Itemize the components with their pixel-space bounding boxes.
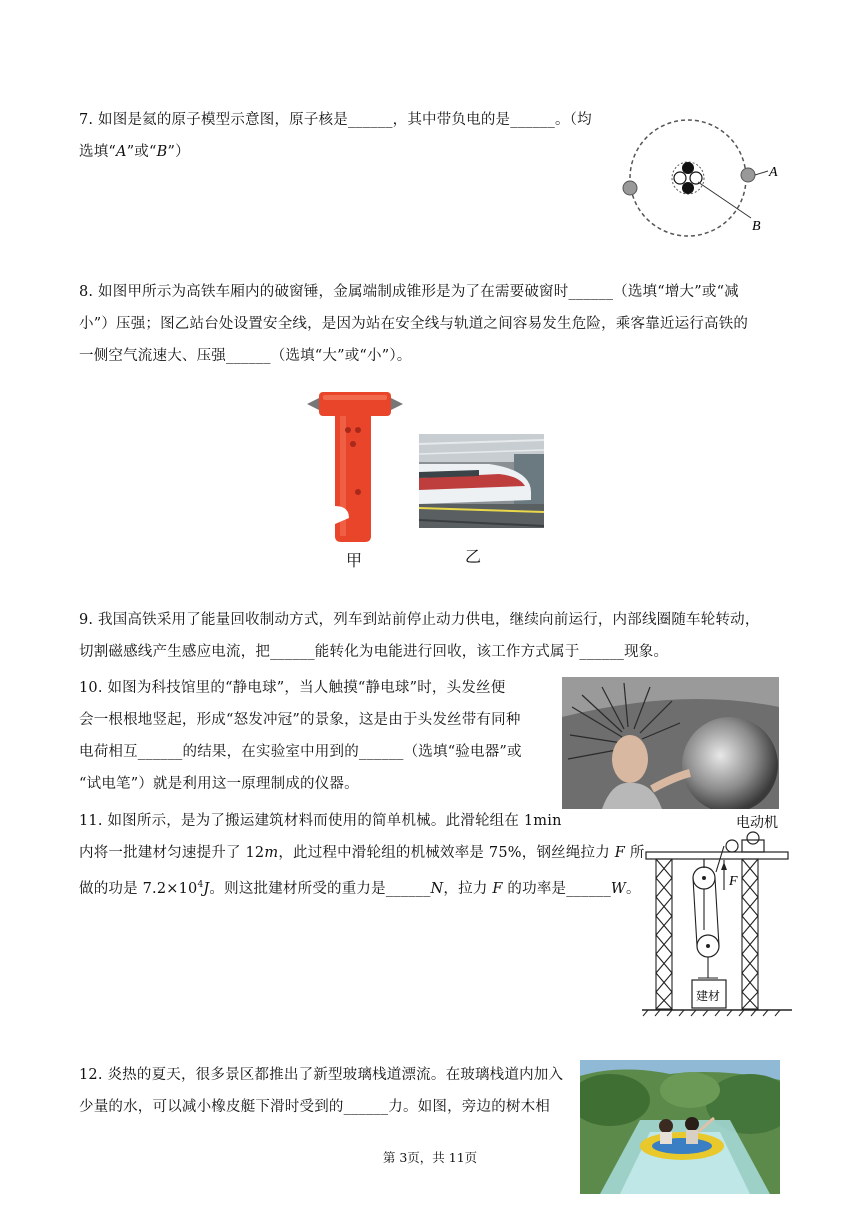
motor-drum xyxy=(726,840,738,852)
left-tower xyxy=(656,859,672,1009)
person-1-head xyxy=(659,1119,673,1133)
q9-line-1: 9. 我国高铁采用了能量回收制动方式，列车到站前停止动力供电，继续向前运行，内部线圈随车轮转动， xyxy=(79,612,760,628)
q8-line-2: 小”）压强；图乙站台处设置安全线，是因为站在安全线与轨道之间容易发生危险，乘客靠近运行高铁的 xyxy=(79,316,749,332)
rivet-4 xyxy=(355,489,361,495)
pulley-crane-diagram xyxy=(642,810,792,1020)
motor-label: 电动机 xyxy=(736,815,778,831)
label-a: A xyxy=(769,165,778,180)
tree-center xyxy=(660,1072,720,1108)
motor-body xyxy=(742,840,764,852)
q8-line-3: 一侧空气流速大、压强______（选填“大”或“小”）。 xyxy=(79,348,412,364)
rivet-1 xyxy=(345,427,351,433)
force-arrow xyxy=(721,862,727,870)
ground-hatching xyxy=(643,1010,780,1016)
question-9 xyxy=(79,604,760,668)
person-1-body xyxy=(660,1132,672,1144)
label-b: B xyxy=(752,219,761,234)
static-ball xyxy=(682,717,778,809)
label-jia: 甲 xyxy=(346,551,363,570)
person-2-body xyxy=(686,1130,698,1144)
q11-line-2: 内将一批建材匀速提升了 12m，此过程中滑轮组的机械效率是 75%，钢丝绳拉力 F 所 xyxy=(79,845,645,861)
right-tower xyxy=(742,859,758,1009)
rivet-2 xyxy=(355,427,361,433)
q11-line-1: 11. 如图所示，是为了搬运建筑材料而使用的简单机械。此滑轮组在 1min xyxy=(79,813,562,829)
question-10 xyxy=(79,672,522,800)
page-footer: 第 3页，共 11页 xyxy=(382,1150,478,1165)
proton-top xyxy=(682,162,694,174)
material-label: 建材 xyxy=(696,989,721,1003)
helium-atom-diagram xyxy=(618,118,788,243)
proton-bottom xyxy=(682,182,694,194)
label-a-leader xyxy=(755,171,768,175)
question-7 xyxy=(79,104,592,168)
label-yi: 乙 xyxy=(465,547,482,566)
label-b-leader xyxy=(698,182,751,218)
glass-plank-rafting-photo xyxy=(580,1060,780,1194)
q10-line-3: 电荷相互______的结果，在实验室中用到的______（选填“验电器”或 xyxy=(79,744,522,760)
q12-line-2: 少量的水，可以减小橡皮艇下滑时受到的______力。如图，旁边的树木相 xyxy=(79,1099,550,1115)
hammer-highlight xyxy=(323,395,387,400)
electrostatic-ball-photo xyxy=(562,677,779,809)
question-11 xyxy=(79,805,645,905)
electron-left xyxy=(623,181,637,195)
high-speed-train-photo xyxy=(419,434,544,528)
q7-line-1: 7. 如图是氦的原子模型示意图，原子核是______，其中带负电的是______。（均 xyxy=(79,112,592,128)
force-label: F xyxy=(729,874,738,889)
hammer-left-tip xyxy=(307,398,319,410)
q10-line-4: “试电笔”）就是利用这一原理制成的仪器。 xyxy=(79,776,359,792)
top-beam xyxy=(646,852,788,859)
motor-wheel xyxy=(747,832,759,844)
girl-face xyxy=(612,735,648,783)
q12-line-1: 12. 炎热的夏天，很多景区都推出了新型玻璃栈道漂流。在玻璃栈道内加入 xyxy=(79,1067,564,1083)
electron-orbit xyxy=(630,120,746,236)
electron-right xyxy=(741,168,755,182)
neutron-right xyxy=(690,172,702,184)
q7-line-2: 选填“A”或“B”） xyxy=(79,144,190,160)
question-12 xyxy=(79,1059,563,1123)
q8-line-1: 8. 如图甲所示为高铁车厢内的破窗锤，金属端制成锥形是为了在需要破窗时______（选填“增大”或“减 xyxy=(79,284,739,300)
hammer-right-tip xyxy=(391,398,403,410)
emergency-hammer-image xyxy=(305,386,405,546)
q10-line-2: 会一根根地竖起，形成“怒发冲冠”的景象，这是由于头发丝带有同种 xyxy=(79,712,521,728)
pulley-ropes xyxy=(693,846,724,978)
q11-line-3: 做的功是 $7.2\times 10^4J$。则这批建材所受的重力是______N，拉力 F 的功率是______W。 xyxy=(79,880,641,897)
neutron-left xyxy=(674,172,686,184)
q9-line-2: 切割磁感线产生感应电流，把______能转化为电能进行回收，该工作方式属于______现象。 xyxy=(79,644,669,660)
rivet-3 xyxy=(350,441,356,447)
person-2-head xyxy=(685,1117,699,1131)
q10-line-1: 10. 如图为科技馆里的“静电球”，当人触摸“静电球”时，头发丝便 xyxy=(79,680,506,696)
question-8 xyxy=(79,276,748,372)
